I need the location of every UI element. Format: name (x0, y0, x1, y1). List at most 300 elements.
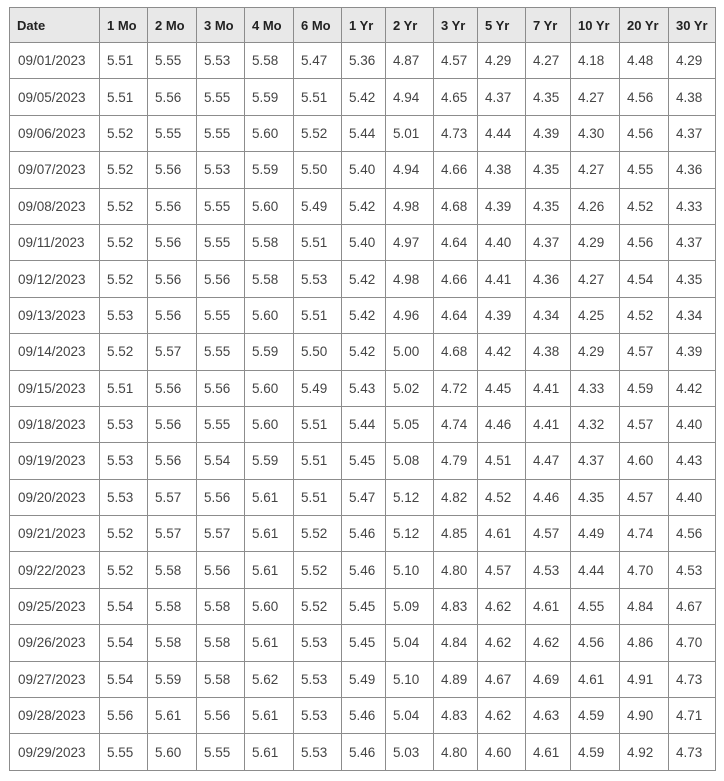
rate-cell: 4.41 (478, 261, 526, 297)
table-row (10, 224, 716, 260)
rate-cell: 4.57 (526, 516, 571, 552)
rate-cell: 5.57 (148, 516, 197, 552)
rate-cell: 4.35 (526, 79, 571, 115)
rate-cell: 4.57 (620, 479, 669, 515)
column-header-4-mo: 4 Mo (245, 8, 294, 43)
column-header-5-yr: 5 Yr (478, 8, 526, 43)
rate-cell: 5.54 (197, 443, 245, 479)
rate-cell: 4.37 (478, 79, 526, 115)
rate-cell: 5.58 (197, 661, 245, 697)
rate-cell: 5.51 (100, 79, 148, 115)
rate-cell: 4.64 (434, 224, 478, 260)
rate-cell: 5.58 (148, 625, 197, 661)
rate-cell: 5.42 (342, 188, 386, 224)
rate-cell: 5.55 (197, 224, 245, 260)
rate-cell: 5.60 (245, 115, 294, 151)
rate-cell: 5.60 (245, 370, 294, 406)
table-row (10, 297, 716, 333)
rate-cell: 4.56 (620, 115, 669, 151)
date-cell: 09/06/2023 (10, 115, 100, 151)
rate-cell: 4.53 (526, 552, 571, 588)
rate-cell: 5.58 (245, 261, 294, 297)
rate-cell: 4.66 (434, 261, 478, 297)
rate-cell: 5.55 (100, 734, 148, 770)
rate-cell: 5.52 (294, 552, 342, 588)
rate-cell: 4.59 (571, 734, 620, 770)
column-header-2-mo: 2 Mo (148, 8, 197, 43)
rate-cell: 4.40 (669, 406, 716, 442)
rate-cell: 4.25 (571, 297, 620, 333)
table-row (10, 370, 716, 406)
rate-cell: 5.56 (148, 406, 197, 442)
rate-cell: 5.53 (100, 406, 148, 442)
rate-cell: 4.27 (571, 79, 620, 115)
rate-cell: 4.56 (620, 224, 669, 260)
rate-cell: 4.39 (478, 297, 526, 333)
table-body (10, 43, 716, 771)
rate-cell: 4.98 (386, 188, 434, 224)
rate-cell: 4.27 (526, 43, 571, 79)
rate-cell: 5.47 (294, 43, 342, 79)
rate-cell: 5.55 (197, 734, 245, 770)
rate-cell: 5.53 (100, 443, 148, 479)
rate-cell: 4.27 (571, 261, 620, 297)
rate-cell: 5.51 (100, 43, 148, 79)
rate-cell: 4.56 (669, 516, 716, 552)
rate-cell: 5.12 (386, 479, 434, 515)
rate-cell: 4.29 (478, 43, 526, 79)
rate-cell: 4.33 (669, 188, 716, 224)
rate-cell: 4.89 (434, 661, 478, 697)
rate-cell: 5.53 (197, 152, 245, 188)
rate-cell: 5.09 (386, 588, 434, 624)
rate-cell: 4.84 (434, 625, 478, 661)
rate-cell: 4.39 (478, 188, 526, 224)
rate-cell: 5.50 (294, 334, 342, 370)
rate-cell: 4.38 (669, 79, 716, 115)
rate-cell: 5.52 (100, 516, 148, 552)
table-row (10, 698, 716, 734)
column-header-3-mo: 3 Mo (197, 8, 245, 43)
column-header-1-yr: 1 Yr (342, 8, 386, 43)
rate-cell: 5.56 (148, 224, 197, 260)
date-cell: 09/28/2023 (10, 698, 100, 734)
table-row (10, 661, 716, 697)
rate-cell: 5.02 (386, 370, 434, 406)
rate-cell: 5.56 (197, 479, 245, 515)
rate-cell: 5.53 (294, 625, 342, 661)
rate-cell: 5.53 (294, 698, 342, 734)
date-cell: 09/11/2023 (10, 224, 100, 260)
rate-cell: 5.52 (100, 188, 148, 224)
rate-cell: 4.64 (434, 297, 478, 333)
rate-cell: 4.40 (478, 224, 526, 260)
rate-cell: 4.41 (526, 406, 571, 442)
table-row (10, 479, 716, 515)
date-cell: 09/14/2023 (10, 334, 100, 370)
date-cell: 09/21/2023 (10, 516, 100, 552)
rate-cell: 4.48 (620, 43, 669, 79)
rate-cell: 4.98 (386, 261, 434, 297)
rate-cell: 4.61 (478, 516, 526, 552)
rate-cell: 4.29 (571, 334, 620, 370)
rate-cell: 4.57 (434, 43, 478, 79)
rate-cell: 4.32 (571, 406, 620, 442)
rate-cell: 4.70 (669, 625, 716, 661)
rate-cell: 5.40 (342, 224, 386, 260)
rate-cell: 4.90 (620, 698, 669, 734)
rate-cell: 4.61 (526, 588, 571, 624)
rate-cell: 5.42 (342, 334, 386, 370)
rate-cell: 5.55 (197, 115, 245, 151)
rate-cell: 4.57 (620, 334, 669, 370)
rate-cell: 5.57 (148, 334, 197, 370)
rate-cell: 4.62 (478, 588, 526, 624)
rate-cell: 5.52 (100, 152, 148, 188)
rate-cell: 4.73 (434, 115, 478, 151)
rate-cell: 4.33 (571, 370, 620, 406)
rate-cell: 5.53 (100, 479, 148, 515)
rate-cell: 5.58 (197, 625, 245, 661)
rate-cell: 5.61 (245, 734, 294, 770)
rate-cell: 5.52 (100, 115, 148, 151)
rate-cell: 5.59 (245, 443, 294, 479)
rate-cell: 4.73 (669, 734, 716, 770)
rate-cell: 4.55 (571, 588, 620, 624)
rate-cell: 4.37 (669, 115, 716, 151)
rate-cell: 5.43 (342, 370, 386, 406)
column-header-3-yr: 3 Yr (434, 8, 478, 43)
rate-cell: 5.53 (100, 297, 148, 333)
rate-cell: 5.60 (245, 297, 294, 333)
rate-cell: 4.60 (620, 443, 669, 479)
rate-cell: 4.63 (526, 698, 571, 734)
rate-cell: 5.62 (245, 661, 294, 697)
table-row (10, 188, 716, 224)
rate-cell: 4.46 (526, 479, 571, 515)
rate-cell: 5.56 (197, 698, 245, 734)
rate-cell: 5.58 (148, 552, 197, 588)
rate-cell: 5.52 (294, 516, 342, 552)
date-cell: 09/18/2023 (10, 406, 100, 442)
rate-cell: 5.52 (100, 224, 148, 260)
rate-cell: 5.57 (197, 516, 245, 552)
rate-cell: 5.56 (197, 370, 245, 406)
rate-cell: 5.56 (197, 261, 245, 297)
rate-cell: 4.47 (526, 443, 571, 479)
rate-cell: 4.18 (571, 43, 620, 79)
rate-cell: 4.59 (571, 698, 620, 734)
rate-cell: 5.53 (294, 734, 342, 770)
date-cell: 09/07/2023 (10, 152, 100, 188)
rate-cell: 4.69 (526, 661, 571, 697)
rate-cell: 4.53 (669, 552, 716, 588)
rate-cell: 5.52 (100, 261, 148, 297)
rate-cell: 4.42 (669, 370, 716, 406)
rate-cell: 4.26 (571, 188, 620, 224)
table-row (10, 443, 716, 479)
column-header-7-yr: 7 Yr (526, 8, 571, 43)
rate-cell: 5.61 (245, 516, 294, 552)
table-row (10, 152, 716, 188)
treasury-rates-table (9, 7, 716, 771)
date-cell: 09/26/2023 (10, 625, 100, 661)
rate-cell: 5.50 (294, 152, 342, 188)
rate-cell: 4.44 (571, 552, 620, 588)
rate-cell: 5.61 (245, 552, 294, 588)
rate-cell: 5.45 (342, 443, 386, 479)
table-row (10, 43, 716, 79)
rate-cell: 5.00 (386, 334, 434, 370)
rate-cell: 5.10 (386, 661, 434, 697)
rate-cell: 5.59 (148, 661, 197, 697)
rate-cell: 5.56 (100, 698, 148, 734)
rate-cell: 5.04 (386, 698, 434, 734)
rate-cell: 5.52 (294, 115, 342, 151)
rate-cell: 4.84 (620, 588, 669, 624)
rate-cell: 5.55 (197, 188, 245, 224)
rate-cell: 4.74 (434, 406, 478, 442)
rate-cell: 4.61 (526, 734, 571, 770)
rate-cell: 4.70 (620, 552, 669, 588)
rate-cell: 4.62 (478, 698, 526, 734)
rate-cell: 4.36 (526, 261, 571, 297)
rate-cell: 4.37 (571, 443, 620, 479)
rate-cell: 5.44 (342, 406, 386, 442)
rate-cell: 4.68 (434, 188, 478, 224)
rate-cell: 4.57 (620, 406, 669, 442)
rate-cell: 4.96 (386, 297, 434, 333)
rate-cell: 5.58 (148, 588, 197, 624)
rate-cell: 4.97 (386, 224, 434, 260)
rate-cell: 4.30 (571, 115, 620, 151)
rate-cell: 5.60 (245, 588, 294, 624)
rate-cell: 5.55 (197, 334, 245, 370)
rate-cell: 4.68 (434, 334, 478, 370)
rate-cell: 5.59 (245, 334, 294, 370)
rate-cell: 4.67 (669, 588, 716, 624)
rate-cell: 4.45 (478, 370, 526, 406)
column-header-1-mo: 1 Mo (100, 8, 148, 43)
rate-cell: 5.51 (294, 297, 342, 333)
rate-cell: 4.35 (571, 479, 620, 515)
rate-cell: 5.53 (294, 661, 342, 697)
rate-cell: 4.29 (571, 224, 620, 260)
rate-cell: 5.56 (148, 297, 197, 333)
rate-cell: 5.51 (294, 479, 342, 515)
rate-cell: 5.49 (342, 661, 386, 697)
rate-cell: 4.34 (526, 297, 571, 333)
rate-cell: 5.40 (342, 152, 386, 188)
rate-cell: 4.94 (386, 79, 434, 115)
table-row (10, 334, 716, 370)
rate-cell: 5.54 (100, 588, 148, 624)
rate-cell: 4.94 (386, 152, 434, 188)
rates-table-container (9, 7, 716, 771)
table-row (10, 734, 716, 770)
column-header-30-yr: 30 Yr (669, 8, 716, 43)
rate-cell: 5.57 (148, 479, 197, 515)
rate-cell: 4.52 (478, 479, 526, 515)
rate-cell: 5.42 (342, 261, 386, 297)
rate-cell: 4.80 (434, 734, 478, 770)
date-cell: 09/22/2023 (10, 552, 100, 588)
date-cell: 09/12/2023 (10, 261, 100, 297)
table-row (10, 516, 716, 552)
rate-cell: 5.55 (197, 297, 245, 333)
rate-cell: 5.03 (386, 734, 434, 770)
rate-cell: 5.53 (197, 43, 245, 79)
rate-cell: 5.61 (245, 479, 294, 515)
rate-cell: 5.61 (245, 698, 294, 734)
column-header-20-yr: 20 Yr (620, 8, 669, 43)
rate-cell: 5.53 (294, 261, 342, 297)
rate-cell: 4.55 (620, 152, 669, 188)
rate-cell: 5.47 (342, 479, 386, 515)
rate-cell: 5.01 (386, 115, 434, 151)
rate-cell: 4.34 (669, 297, 716, 333)
rate-cell: 5.61 (245, 625, 294, 661)
rate-cell: 5.42 (342, 297, 386, 333)
rate-cell: 5.10 (386, 552, 434, 588)
rate-cell: 4.40 (669, 479, 716, 515)
rate-cell: 4.60 (478, 734, 526, 770)
rate-cell: 4.72 (434, 370, 478, 406)
rate-cell: 5.51 (294, 224, 342, 260)
rate-cell: 5.54 (100, 625, 148, 661)
rate-cell: 4.57 (478, 552, 526, 588)
rate-cell: 4.67 (478, 661, 526, 697)
rate-cell: 4.35 (526, 152, 571, 188)
rate-cell: 5.44 (342, 115, 386, 151)
rate-cell: 4.43 (669, 443, 716, 479)
rate-cell: 5.51 (294, 406, 342, 442)
rate-cell: 5.52 (294, 588, 342, 624)
rate-cell: 5.46 (342, 734, 386, 770)
rate-cell: 4.62 (526, 625, 571, 661)
date-cell: 09/08/2023 (10, 188, 100, 224)
rate-cell: 4.37 (669, 224, 716, 260)
rate-cell: 5.52 (100, 552, 148, 588)
date-cell: 09/29/2023 (10, 734, 100, 770)
date-cell: 09/19/2023 (10, 443, 100, 479)
rate-cell: 5.54 (100, 661, 148, 697)
rate-cell: 4.38 (478, 152, 526, 188)
rate-cell: 5.55 (148, 43, 197, 79)
rate-cell: 5.51 (294, 443, 342, 479)
rate-cell: 5.56 (148, 443, 197, 479)
rate-cell: 4.41 (526, 370, 571, 406)
rate-cell: 4.37 (526, 224, 571, 260)
rate-cell: 4.71 (669, 698, 716, 734)
rate-cell: 4.51 (478, 443, 526, 479)
rate-cell: 4.80 (434, 552, 478, 588)
rate-cell: 4.29 (669, 43, 716, 79)
rate-cell: 4.65 (434, 79, 478, 115)
rate-cell: 4.66 (434, 152, 478, 188)
date-cell: 09/13/2023 (10, 297, 100, 333)
rate-cell: 4.86 (620, 625, 669, 661)
rate-cell: 5.12 (386, 516, 434, 552)
rate-cell: 5.46 (342, 516, 386, 552)
rate-cell: 4.56 (620, 79, 669, 115)
rate-cell: 4.46 (478, 406, 526, 442)
rate-cell: 5.42 (342, 79, 386, 115)
date-cell: 09/25/2023 (10, 588, 100, 624)
rate-cell: 4.52 (620, 297, 669, 333)
rate-cell: 5.08 (386, 443, 434, 479)
rate-cell: 4.59 (620, 370, 669, 406)
rate-cell: 5.60 (245, 188, 294, 224)
column-header-2-yr: 2 Yr (386, 8, 434, 43)
table-row (10, 261, 716, 297)
rate-cell: 5.45 (342, 588, 386, 624)
table-row (10, 588, 716, 624)
rate-cell: 4.87 (386, 43, 434, 79)
rate-cell: 5.59 (245, 79, 294, 115)
rate-cell: 5.05 (386, 406, 434, 442)
rate-cell: 4.91 (620, 661, 669, 697)
rate-cell: 5.55 (148, 115, 197, 151)
rate-cell: 5.55 (197, 79, 245, 115)
date-cell: 09/27/2023 (10, 661, 100, 697)
rate-cell: 4.36 (669, 152, 716, 188)
rate-cell: 4.42 (478, 334, 526, 370)
column-header-6-mo: 6 Mo (294, 8, 342, 43)
rate-cell: 5.61 (148, 698, 197, 734)
rate-cell: 4.44 (478, 115, 526, 151)
rate-cell: 5.58 (197, 588, 245, 624)
rate-cell: 4.61 (571, 661, 620, 697)
table-row (10, 79, 716, 115)
rate-cell: 4.35 (526, 188, 571, 224)
rate-cell: 5.60 (245, 406, 294, 442)
date-cell: 09/20/2023 (10, 479, 100, 515)
rate-cell: 4.38 (526, 334, 571, 370)
rate-cell: 5.55 (197, 406, 245, 442)
rate-cell: 5.46 (342, 552, 386, 588)
table-row (10, 406, 716, 442)
rate-cell: 5.58 (245, 43, 294, 79)
rate-cell: 5.56 (148, 152, 197, 188)
rate-cell: 4.52 (620, 188, 669, 224)
rate-cell: 4.39 (526, 115, 571, 151)
rate-cell: 5.51 (100, 370, 148, 406)
rate-cell: 5.56 (148, 79, 197, 115)
rate-cell: 4.62 (478, 625, 526, 661)
rate-cell: 4.27 (571, 152, 620, 188)
rate-cell: 4.56 (571, 625, 620, 661)
rate-cell: 5.56 (148, 261, 197, 297)
table-header (10, 8, 716, 43)
rate-cell: 5.45 (342, 625, 386, 661)
rate-cell: 4.35 (669, 261, 716, 297)
rate-cell: 5.52 (100, 334, 148, 370)
table-row (10, 115, 716, 151)
rate-cell: 5.49 (294, 188, 342, 224)
rate-cell: 4.74 (620, 516, 669, 552)
rate-cell: 5.58 (245, 224, 294, 260)
rate-cell: 5.46 (342, 698, 386, 734)
rate-cell: 5.56 (197, 552, 245, 588)
rate-cell: 4.85 (434, 516, 478, 552)
rate-cell: 4.73 (669, 661, 716, 697)
rate-cell: 4.92 (620, 734, 669, 770)
date-cell: 09/05/2023 (10, 79, 100, 115)
rate-cell: 4.82 (434, 479, 478, 515)
column-header-10-yr: 10 Yr (571, 8, 620, 43)
date-cell: 09/15/2023 (10, 370, 100, 406)
